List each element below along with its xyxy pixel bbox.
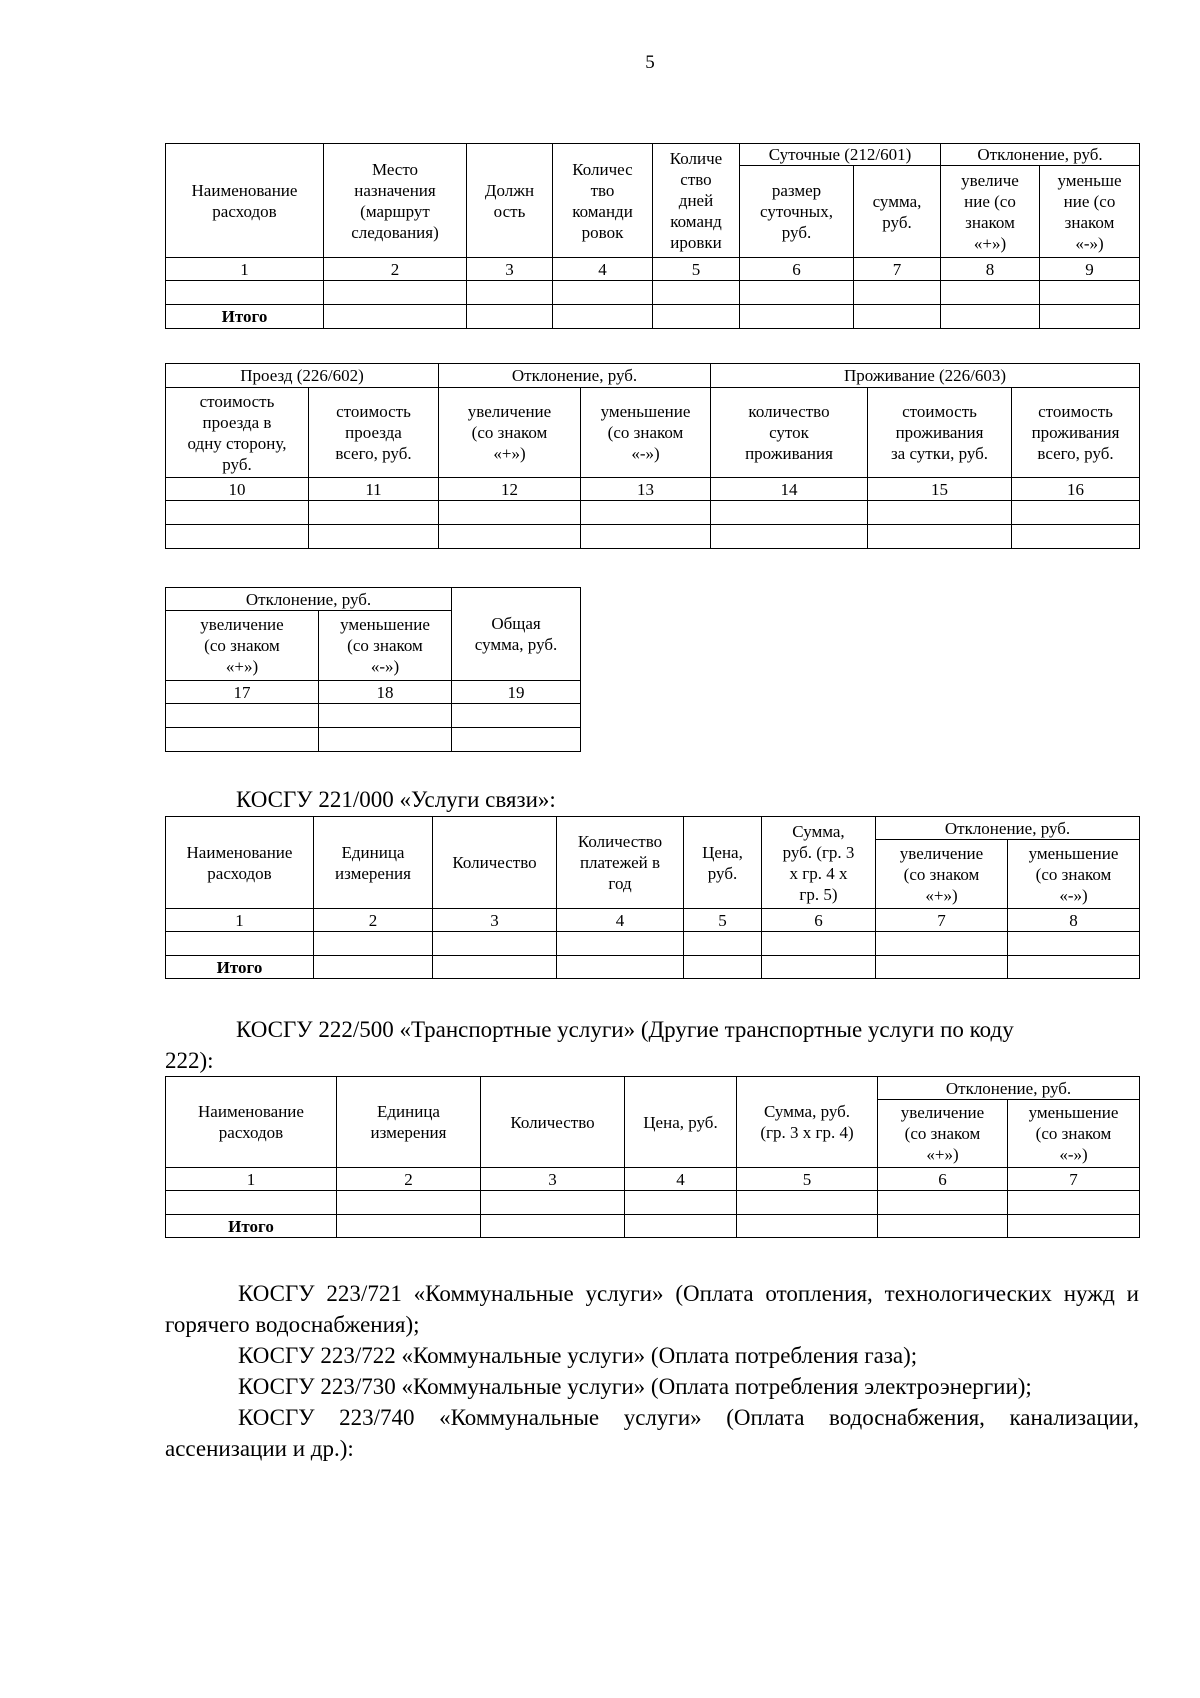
header-price: Цена, руб. <box>684 817 762 909</box>
header-increase: увеличение (со знаком «+») <box>876 840 1008 909</box>
section-222-heading-line2: 222): <box>165 1048 214 1073</box>
column-number: 14 <box>711 478 868 501</box>
group-daily-allowance: Суточные (212/601) <box>740 144 941 166</box>
header-sum: Сумма, руб. (гр. 3 х гр. 4 х гр. 5) <box>762 817 876 909</box>
header-one-way-cost: стоимость проезда в одну сторону, руб. <box>166 388 309 478</box>
header-daily-rate: размер суточных, руб. <box>740 166 854 258</box>
header-decrease: уменьшение (со знаком «-») <box>1008 1100 1140 1168</box>
header-increase: увеличение (со знаком «+») <box>878 1100 1008 1168</box>
header-trips-count: Количес тво команди ровок <box>553 144 653 258</box>
table-transport-services <box>165 1076 1140 1238</box>
header-decrease: уменьшение (со знаком «-») <box>1008 840 1140 909</box>
column-number: 7 <box>876 909 1008 932</box>
paragraph-text: КОСГУ 223/740 «Коммунальные услуги» (Оплата водоснабжения, канализации, ассенизации и др.): <box>165 1405 1139 1461</box>
header-travel-total: стоимость проезда всего, руб. <box>309 388 439 478</box>
header-accommodation-total: стоимость проживания всего, руб. <box>1012 388 1140 478</box>
column-numbers-row <box>166 909 1140 932</box>
column-number: 16 <box>1012 478 1140 501</box>
header-sum: Сумма, руб. (гр. 3 х гр. 4) <box>737 1077 878 1168</box>
column-number: 2 <box>337 1168 481 1191</box>
column-number: 1 <box>166 1168 337 1191</box>
paragraph-text: КОСГУ 223/721 «Коммунальные услуги» (Оплата отопления, технологических нужд и горячего водоснабжения); <box>165 1281 1139 1337</box>
column-number: 9 <box>1040 258 1140 281</box>
section-222-heading <box>165 1014 1139 1076</box>
header-payments-per-year: Количество платежей в год <box>557 817 684 909</box>
table-deviation-total <box>165 587 581 752</box>
column-number: 2 <box>314 909 433 932</box>
header-unit: Единица измерения <box>337 1077 481 1168</box>
table-travel-accommodation <box>165 363 1140 549</box>
column-number: 1 <box>166 909 314 932</box>
total-label: Итого <box>166 305 324 329</box>
column-number: 6 <box>740 258 854 281</box>
column-number: 3 <box>467 258 553 281</box>
column-number: 18 <box>319 681 452 704</box>
group-deviation: Отклонение, руб. <box>941 144 1140 166</box>
header-position: Должн ость <box>467 144 553 258</box>
paragraph-223-722 <box>165 1340 1139 1371</box>
header-cost-per-night: стоимость проживания за сутки, руб. <box>868 388 1012 478</box>
group-deviation: Отклонение, руб. <box>878 1077 1140 1100</box>
table-row <box>166 728 581 752</box>
header-destination: Место назначения (маршрут следования) <box>324 144 467 258</box>
total-row <box>166 1215 1140 1238</box>
column-number: 6 <box>762 909 876 932</box>
header-decrease: уменьшение (со знаком «-») <box>319 611 452 681</box>
header-increase: увеличение (со знаком «+») <box>439 388 581 478</box>
column-numbers-row <box>166 681 581 704</box>
group-travel: Проезд (226/602) <box>166 364 439 388</box>
table-row <box>166 932 1140 956</box>
header-nights: количество суток проживания <box>711 388 868 478</box>
column-number: 4 <box>625 1168 737 1191</box>
header-decrease: уменьшение (со знаком «-») <box>581 388 711 478</box>
group-deviation: Отклонение, руб. <box>439 364 711 388</box>
paragraph-223-730 <box>165 1371 1139 1402</box>
section-221-heading: КОСГУ 221/000 «Услуги связи»: <box>236 787 556 812</box>
column-number: 6 <box>878 1168 1008 1191</box>
table-travel-daily <box>165 143 1140 329</box>
column-number: 5 <box>737 1168 878 1191</box>
header-price: Цена, руб. <box>625 1077 737 1168</box>
page-number: 5 <box>645 52 655 73</box>
column-number: 17 <box>166 681 319 704</box>
column-number: 5 <box>653 258 740 281</box>
column-number: 3 <box>481 1168 625 1191</box>
table-row <box>166 1191 1140 1215</box>
group-accommodation: Проживание (226/603) <box>711 364 1140 388</box>
paragraph-223-740 <box>165 1402 1139 1464</box>
header-increase: увеличение (со знаком «+») <box>166 611 319 681</box>
column-number: 13 <box>581 478 711 501</box>
group-deviation: Отклонение, руб. <box>166 588 452 611</box>
column-number: 4 <box>557 909 684 932</box>
column-numbers-row <box>166 1168 1140 1191</box>
paragraph-223-721 <box>165 1278 1139 1340</box>
total-row <box>166 305 1140 329</box>
section-222-heading-line1: КОСГУ 222/500 «Транспортные услуги» (Другие транспортные услуги по коду <box>236 1017 1014 1042</box>
total-label: Итого <box>166 956 314 979</box>
column-number: 8 <box>941 258 1040 281</box>
column-number: 1 <box>166 258 324 281</box>
paragraph-text: КОСГУ 223/730 «Коммунальные услуги» (Оплата потребления электроэнергии); <box>238 1374 1032 1399</box>
header-unit: Единица измерения <box>314 817 433 909</box>
header-decrease: уменьше ние (со знаком «-») <box>1040 166 1140 258</box>
column-number: 3 <box>433 909 557 932</box>
paragraph-text: КОСГУ 223/722 «Коммунальные услуги» (Оплата потребления газа); <box>238 1343 918 1368</box>
total-label: Итого <box>166 1215 337 1238</box>
column-number: 12 <box>439 478 581 501</box>
group-deviation: Отклонение, руб. <box>876 817 1140 840</box>
column-numbers-row <box>166 258 1140 281</box>
header-total-sum: Общая сумма, руб. <box>452 588 581 681</box>
column-number: 4 <box>553 258 653 281</box>
table-row <box>166 501 1140 525</box>
header-increase: увеличе ние (со знаком «+») <box>941 166 1040 258</box>
total-row <box>166 956 1140 979</box>
column-number: 11 <box>309 478 439 501</box>
header-quantity: Количество <box>481 1077 625 1168</box>
table-row <box>166 525 1140 549</box>
header-trip-days: Количе ство дней команд ировки <box>653 144 740 258</box>
column-number: 7 <box>854 258 941 281</box>
header-daily-sum: сумма, руб. <box>854 166 941 258</box>
header-quantity: Количество <box>433 817 557 909</box>
table-row <box>166 281 1140 305</box>
column-number: 15 <box>868 478 1012 501</box>
column-number: 7 <box>1008 1168 1140 1191</box>
header-expense-name: Наименование расходов <box>166 1077 337 1168</box>
column-number: 10 <box>166 478 309 501</box>
column-number: 19 <box>452 681 581 704</box>
header-expense-name: Наименование расходов <box>166 817 314 909</box>
column-number: 5 <box>684 909 762 932</box>
column-number: 8 <box>1008 909 1140 932</box>
table-communication-services <box>165 816 1140 979</box>
header-expense-name: Наименование расходов <box>166 144 324 258</box>
column-number: 2 <box>324 258 467 281</box>
column-numbers-row <box>166 478 1140 501</box>
table-row <box>166 704 581 728</box>
